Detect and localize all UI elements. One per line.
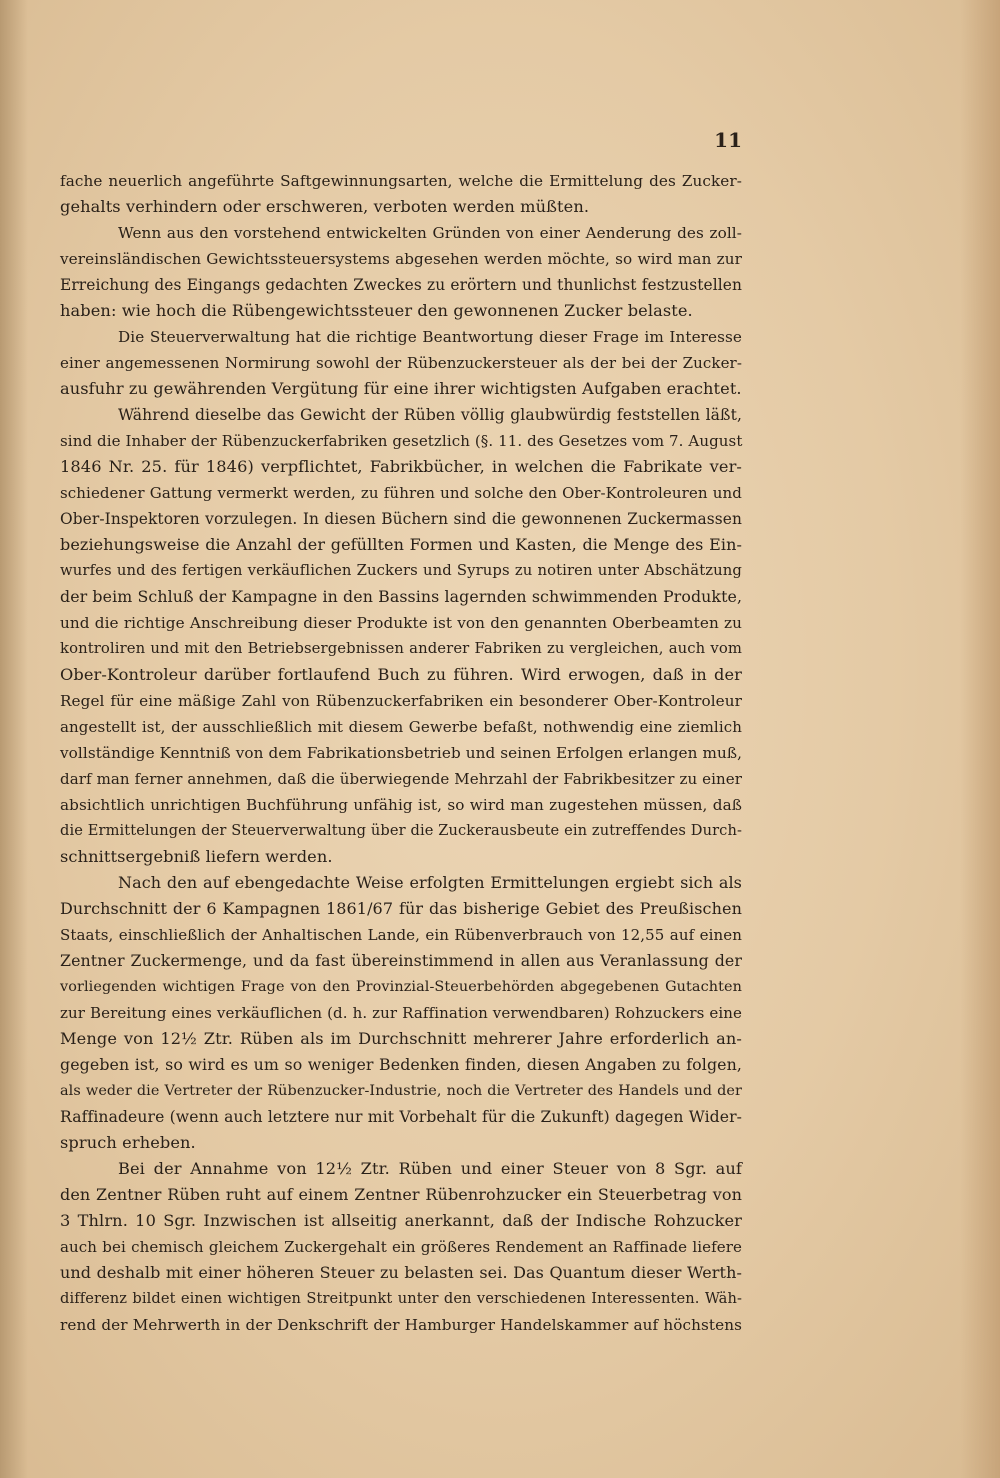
text-line: Erreichung des Eingangs gedachten Zweckes zu erörtern und thunlichst festzustellen	[60, 276, 742, 294]
text-line: angestellt ist, der ausschließlich mit diesem Gewerbe befaßt, nothwendig eine ziemlich	[60, 718, 742, 736]
text-line: Die Steuerverwaltung hat die richtige Beantwortung dieser Frage im Interesse	[118, 328, 742, 346]
text-line: und die richtige Anschreibung dieser Produkte ist von den genannten Oberbeamten zu	[60, 614, 742, 632]
text-line: sind die Inhaber der Rübenzuckerfabriken gesetzlich (§. 11. des Gesetzes vom 7. August	[60, 432, 743, 450]
text-line: schnittsergebniß liefern werden.	[60, 847, 333, 866]
text-line: auch bei chemisch gleichem Zuckergehalt ein größeres Rendement an Raffinade liefere	[60, 1238, 742, 1256]
text-line: darf man ferner annehmen, daß die überwiegende Mehrzahl der Fabrikbesitzer zu einer	[60, 770, 742, 788]
text-line: Nach den auf ebengedachte Weise erfolgten Ermittelungen ergiebt sich als	[118, 873, 742, 892]
text-line: vollständige Kenntniß von dem Fabrikationsbetrieb und seinen Erfolgen erlangen muß,	[60, 744, 742, 762]
text-line: ausfuhr zu gewährenden Vergütung für eine ihrer wichtigsten Aufgaben erachtet.	[60, 379, 742, 398]
text-line: wurfes und des fertigen verkäuflichen Zuckers und Syrups zu notiren unter Abschätzung	[60, 562, 742, 579]
text-line: 3 Thlrn. 10 Sgr. Inzwischen ist allseitig anerkannt, daß der Indische Rohzucker	[60, 1211, 742, 1230]
text-line: Menge von 12½ Ztr. Rüben als im Durchschnitt mehrerer Jahre erforderlich an-	[60, 1029, 742, 1048]
text-line: zur Bereitung eines verkäuflichen (d. h. zur Raffination verwendbaren) Rohzuckers eine	[60, 1004, 742, 1022]
text-line: haben: wie hoch die Rübengewichtssteuer den gewonnenen Zucker belaste.	[60, 301, 693, 320]
text-line: Regel für eine mäßige Zahl von Rübenzuckerfabriken ein besonderer Ober-Kontroleur	[60, 692, 742, 710]
text-line: als weder die Vertreter der Rübenzucker-Industrie, noch die Vertreter des Handels und der	[60, 1083, 742, 1099]
text-line: gehalts verhindern oder erschweren, verboten werden müßten.	[60, 197, 590, 216]
text-line: gegeben ist, so wird es um so weniger Bedenken finden, diesen Angaben zu folgen,	[60, 1055, 742, 1074]
text-line: kontroliren und mit den Betriebsergebnissen anderer Fabriken zu vergleichen, auch vom	[60, 640, 742, 657]
text-line: vorliegenden wichtigen Frage von den Provinzial-Steuerbehörden abgegebenen Gutachten	[60, 979, 742, 995]
text-line: Ober-Inspektoren vorzulegen. In diesen Büchern sind die gewonnenen Zuckermassen	[60, 510, 742, 528]
text-line: fache neuerlich angeführte Saftgewinnungsarten, welche die Ermittelung des Zucker-	[60, 172, 742, 190]
text-line: und deshalb mit einer höheren Steuer zu belasten sei. Das Quantum dieser Werth-	[60, 1263, 742, 1282]
text-line: 1846 Nr. 25. für 1846) verpflichtet, Fabrikbücher, in welchen die Fabrikate ver-	[60, 457, 742, 476]
text-line: der beim Schluß der Kampagne in den Bassins lagernden schwimmenden Produkte,	[60, 587, 743, 606]
text-line: vereinsländischen Gewichtssteuersystems abgesehen werden möchte, so wird man zur	[60, 250, 742, 268]
page-edge-shadow-right	[960, 0, 1000, 1478]
text-line: einer angemessenen Normirung sowohl der Rübenzuckersteuer als der bei der Zucker-	[60, 354, 742, 372]
text-line: Zentner Zuckermenge, und da fast übereinstimmend in allen aus Veranlassung der	[60, 951, 742, 970]
text-line: den Zentner Rüben ruht auf einem Zentner Rübenrohzucker ein Steuerbetrag von	[60, 1185, 742, 1204]
text-line: beziehungsweise die Anzahl der gefüllten Formen und Kasten, die Menge des Ein-	[60, 535, 742, 554]
text-line: absichtlich unrichtigen Buchführung unfähig ist, so wird man zugestehen müssen, daß	[60, 796, 742, 814]
page-number: 11	[714, 128, 742, 152]
text-line: spruch erheben.	[60, 1133, 196, 1152]
body-text	[60, 168, 742, 1338]
text-line: schiedener Gattung vermerkt werden, zu führen und solche den Ober-Kontroleuren und	[60, 484, 742, 502]
text-line: Wenn aus den vorstehend entwickelten Gründen von einer Aenderung des zoll-	[118, 224, 742, 242]
text-line: Durchschnitt der 6 Kampagnen 1861/67 für das bisherige Gebiet des Preußischen	[60, 899, 742, 918]
text-line: Staats, einschließlich der Anhaltischen Lande, ein Rübenverbrauch von 12,55 auf einen	[60, 926, 742, 944]
text-line: Ober-Kontroleur darüber fortlaufend Buch zu führen. Wird erwogen, daß in der	[60, 665, 742, 684]
text-line: Während dieselbe das Gewicht der Rüben völlig glaubwürdig feststellen läßt,	[118, 406, 742, 424]
text-line: Raffinadeure (wenn auch letztere nur mit Vorbehalt für die Zukunft) dagegen Wider-	[60, 1108, 742, 1126]
page-edge-shadow-left	[0, 0, 28, 1478]
text-line: Bei der Annahme von 12½ Ztr. Rüben und einer Steuer von 8 Sgr. auf	[118, 1159, 742, 1178]
text-line: die Ermittelungen der Steuerverwaltung über die Zuckerausbeute ein zutreffendes Durch-	[60, 822, 742, 839]
text-line: rend der Mehrwerth in der Denkschrift der Hamburger Handelskammer auf höchstens	[60, 1316, 742, 1334]
text-line: differenz bildet einen wichtigen Streitpunkt unter den verschiedenen Interessenten. Wäh-	[60, 1290, 742, 1307]
